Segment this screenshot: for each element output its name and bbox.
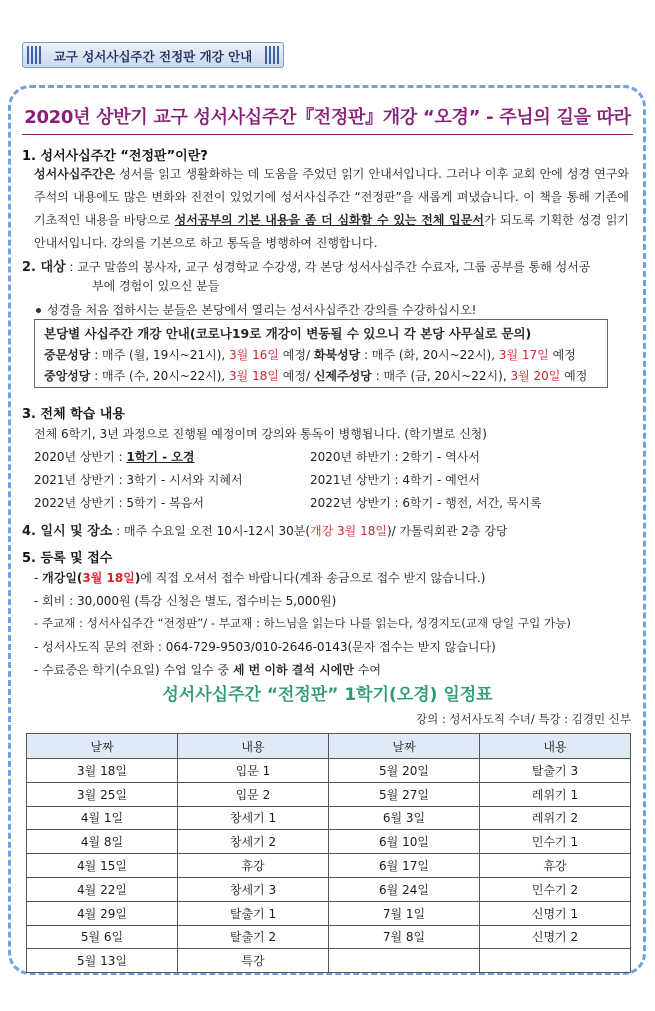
lecturer-info: 강의 : 성서사도직 수녀/ 특강 : 김경민 신부 bbox=[416, 712, 631, 726]
term-item bbox=[34, 494, 204, 511]
table-row bbox=[27, 806, 631, 830]
term-value: 5학기 - 복음서 bbox=[126, 496, 204, 510]
parish-date: 3월 18일 bbox=[229, 369, 279, 383]
header-title: 교구 성서사십주간 전정판 개강 안내 bbox=[53, 49, 253, 64]
column-header: 날짜 bbox=[329, 734, 480, 759]
date-cell: 4월 8일 bbox=[27, 830, 178, 854]
parish-time: : 매주 (화, 20시~22시), bbox=[360, 348, 499, 362]
section-1-paragraph bbox=[34, 163, 629, 255]
content-cell: 신명기 1 bbox=[480, 901, 631, 925]
table-row bbox=[27, 877, 631, 901]
parish-name: 중앙성당 bbox=[44, 369, 91, 383]
dash: - bbox=[34, 571, 43, 585]
content-cell: 창세기 2 bbox=[178, 830, 329, 854]
parish-tail: 예정/ bbox=[278, 369, 314, 383]
parish-tail: 예정 bbox=[548, 348, 576, 362]
header-stripe-right bbox=[265, 46, 279, 64]
term-label: 2022년 상반기 : bbox=[34, 496, 127, 510]
term-value: 4학기 - 예언서 bbox=[402, 473, 480, 487]
date-cell: 4월 15일 bbox=[27, 854, 178, 878]
section-2-label: 2. 대상 bbox=[22, 260, 66, 275]
date-cell: 6월 10일 bbox=[329, 830, 480, 854]
section-5-title: 5. 등록 및 접수 bbox=[22, 551, 113, 566]
notice-row-2 bbox=[44, 367, 587, 384]
section-1-lead: 성서사십주간은 bbox=[34, 167, 116, 181]
term-item bbox=[310, 448, 480, 465]
content-cell: 레위기 1 bbox=[480, 782, 631, 806]
section-2-bullet bbox=[36, 301, 476, 318]
section-4-text-2: )/ 가톨릭회관 2층 강당 bbox=[386, 524, 508, 538]
content-cell: 탈출기 2 bbox=[178, 925, 329, 949]
content-cell: 민수기 2 bbox=[480, 877, 631, 901]
table-header-row bbox=[27, 734, 631, 759]
parish-name: 신제주성당 bbox=[313, 369, 372, 383]
term-item bbox=[310, 494, 542, 511]
table-row bbox=[27, 925, 631, 949]
date-cell: 4월 29일 bbox=[27, 901, 178, 925]
parish-name: 중문성당 bbox=[44, 348, 91, 362]
parish-time: : 매주 (수, 20시~22시), bbox=[90, 369, 230, 383]
content-cell: 휴강 bbox=[480, 854, 631, 878]
parish-time: : 매주 (금, 20시~22시), bbox=[371, 369, 511, 383]
content-cell: 민수기 1 bbox=[480, 830, 631, 854]
table-row bbox=[27, 901, 631, 925]
term-value: 6학기 - 행전, 서간, 묵시록 bbox=[402, 496, 542, 510]
content-cell: 특강 bbox=[178, 949, 329, 973]
section-2-text-1: : 교구 말씀의 봉사자, 교구 성경학교 수강생, 각 본당 성서사십주간 수료자, 그룹 공부를 통해 성서공 bbox=[65, 260, 591, 274]
certificate-text-a: - 수료증은 학기(수요일) 수업 일수 중 bbox=[34, 663, 233, 677]
section-1-text-a: 성서를 읽고 생활화하는 데 도움을 주었던 읽기 안내서입니다. 그러나 이후 교회 안에 성경 연구와 주석의 내용에도 많은 변화와 진전이 있었기에 성서사십주간 “전정판”을 새롭게 펴냈습니다. 이 책을 통해 기존에 기초적인 내용을 바탕으로 bbox=[34, 167, 629, 227]
content-cell: 입문 2 bbox=[178, 782, 329, 806]
certificate-emphasis: 세 번 이하 결석 시에만 bbox=[232, 663, 354, 677]
column-header: 날짜 bbox=[27, 734, 178, 759]
term-label: 2021년 상반기 : bbox=[310, 473, 403, 487]
header-stripe-left bbox=[27, 46, 41, 64]
column-header: 내용 bbox=[178, 734, 329, 759]
date-cell: 6월 24일 bbox=[329, 877, 480, 901]
parish-date: 3월 20일 bbox=[510, 369, 561, 383]
column-header: 내용 bbox=[480, 734, 631, 759]
content-cell: 탈출기 1 bbox=[178, 901, 329, 925]
date-cell: 7월 8일 bbox=[329, 925, 480, 949]
term-label: 2020년 상반기 : bbox=[34, 450, 127, 464]
registration-item: - 주교재 : 성서사십주간 “전정판”/ - 부교재 : 하느님을 읽는다 나를 읽는다, 성경지도(교재 당일 구입 가능) bbox=[34, 616, 571, 630]
section-1-emphasis: 성서공부의 기본 내용을 좀 더 심화할 수 있는 전체 입문서 bbox=[174, 213, 484, 227]
term-item bbox=[34, 448, 194, 465]
term-label: 2020년 하반기 : bbox=[310, 450, 403, 464]
term-value: 3학기 - 시서와 지혜서 bbox=[126, 473, 243, 487]
table-row bbox=[27, 830, 631, 854]
date-cell bbox=[329, 949, 480, 973]
content-cell: 창세기 1 bbox=[178, 806, 329, 830]
section-4-label: 4. 일시 및 장소 bbox=[22, 524, 113, 539]
date-cell: 6월 3일 bbox=[329, 806, 480, 830]
date-cell: 3월 18일 bbox=[27, 759, 178, 783]
date-cell: 4월 22일 bbox=[27, 877, 178, 901]
section-1-text-b: 가 되도록 기획한 성경 읽기 안내서입니다. 강의를 기본으로 하고 통독을 병행하여 진행합니다. bbox=[34, 213, 629, 250]
schedule-title: 성서사십주간 “전정판” 1학기(오경) 일정표 bbox=[162, 685, 493, 705]
registration-item bbox=[34, 569, 485, 586]
section-2-line-2: 부에 경험이 있으신 분들 bbox=[92, 279, 220, 293]
open-day-date: 3월 18일 bbox=[82, 571, 135, 585]
term-item bbox=[34, 471, 243, 488]
date-cell: 5월 20일 bbox=[329, 759, 480, 783]
term-value: 1학기 - 오경 bbox=[126, 450, 195, 464]
registration-item: - 회비 : 30,000원 (특강 신청은 별도, 접수비는 5,000원) bbox=[34, 594, 337, 608]
bullet-dot-icon bbox=[36, 308, 41, 313]
table-row bbox=[27, 949, 631, 973]
parish-date: 3월 17일 bbox=[498, 348, 549, 362]
section-4-line bbox=[22, 520, 507, 539]
content-cell: 입문 1 bbox=[178, 759, 329, 783]
content-cell: 신명기 2 bbox=[480, 925, 631, 949]
section-3-desc: 전체 6학기, 3년 과정으로 진행될 예정이며 강의와 통독이 병행됩니다. (학기별로 신청) bbox=[34, 427, 487, 441]
section-1-title-suffix: 이란? bbox=[175, 149, 208, 164]
date-cell: 5월 6일 bbox=[27, 925, 178, 949]
header-bar bbox=[22, 42, 284, 68]
term-label: 2021년 상반기 : bbox=[34, 473, 127, 487]
table-row bbox=[27, 759, 631, 783]
section-3-title: 3. 전체 학습 내용 bbox=[22, 407, 125, 422]
parish-date: 3월 16일 bbox=[229, 348, 279, 362]
date-cell: 6월 17일 bbox=[329, 854, 480, 878]
term-label: 2022년 상반기 : bbox=[310, 496, 403, 510]
registration-item bbox=[34, 661, 381, 678]
content-cell bbox=[480, 949, 631, 973]
date-cell: 4월 1일 bbox=[27, 806, 178, 830]
main-title: 2020년 상반기 교구 성서사십주간『전정판』개강 “오경” - 주님의 길을 따라 bbox=[24, 107, 631, 128]
open-day-label: 개강일( bbox=[42, 571, 83, 585]
title-rule bbox=[22, 134, 633, 135]
section-2-line-1 bbox=[22, 256, 590, 275]
term-value: 2학기 - 역사서 bbox=[402, 450, 480, 464]
date-cell: 5월 13일 bbox=[27, 949, 178, 973]
table-row bbox=[27, 782, 631, 806]
section-1-title-em: “전정판” bbox=[120, 149, 176, 164]
open-day-text: 에 직접 오셔서 접수 바랍니다(계좌 송금으로 접수 받지 않습니다.) bbox=[140, 571, 486, 585]
term-item bbox=[310, 471, 480, 488]
parish-tail: 예정/ bbox=[278, 348, 314, 362]
section-4-open-date: 개강 3월 18일 bbox=[310, 524, 387, 538]
parish-name: 화북성당 bbox=[313, 348, 361, 362]
date-cell: 3월 25일 bbox=[27, 782, 178, 806]
section-4-text-1: : 매주 수요일 오전 10시-12시 30분( bbox=[112, 524, 311, 538]
table-row bbox=[27, 854, 631, 878]
content-cell: 휴강 bbox=[178, 854, 329, 878]
date-cell: 5월 27일 bbox=[329, 782, 480, 806]
section-2-bullet-text: 성경을 처음 접하시는 분들은 본당에서 열리는 성서사십주간 강의를 수강하십시오! bbox=[47, 303, 477, 317]
section-1-title-prefix: 1. 성서사십주간 bbox=[22, 149, 121, 164]
parish-tail: 예정 bbox=[560, 369, 588, 383]
section-1-title bbox=[22, 145, 208, 164]
certificate-text-b: 수여 bbox=[353, 663, 381, 677]
content-cell: 창세기 3 bbox=[178, 877, 329, 901]
open-day-close: ) bbox=[134, 571, 141, 585]
notice-title: 본당별 사십주간 개강 안내(코로나19로 개강이 변동될 수 있으니 각 본당 사무실로 문의) bbox=[44, 326, 532, 341]
schedule-table bbox=[26, 733, 631, 973]
content-cell: 탈출기 3 bbox=[480, 759, 631, 783]
registration-item: - 성서사도직 문의 전화 : 064-729-9503/010-2646-0143(문자 접수는 받지 않습니다) bbox=[34, 640, 496, 654]
date-cell: 7월 1일 bbox=[329, 901, 480, 925]
parish-time: : 매주 (월, 19시~21시), bbox=[90, 348, 230, 362]
content-cell: 레위기 2 bbox=[480, 806, 631, 830]
notice-row-1 bbox=[44, 346, 576, 363]
